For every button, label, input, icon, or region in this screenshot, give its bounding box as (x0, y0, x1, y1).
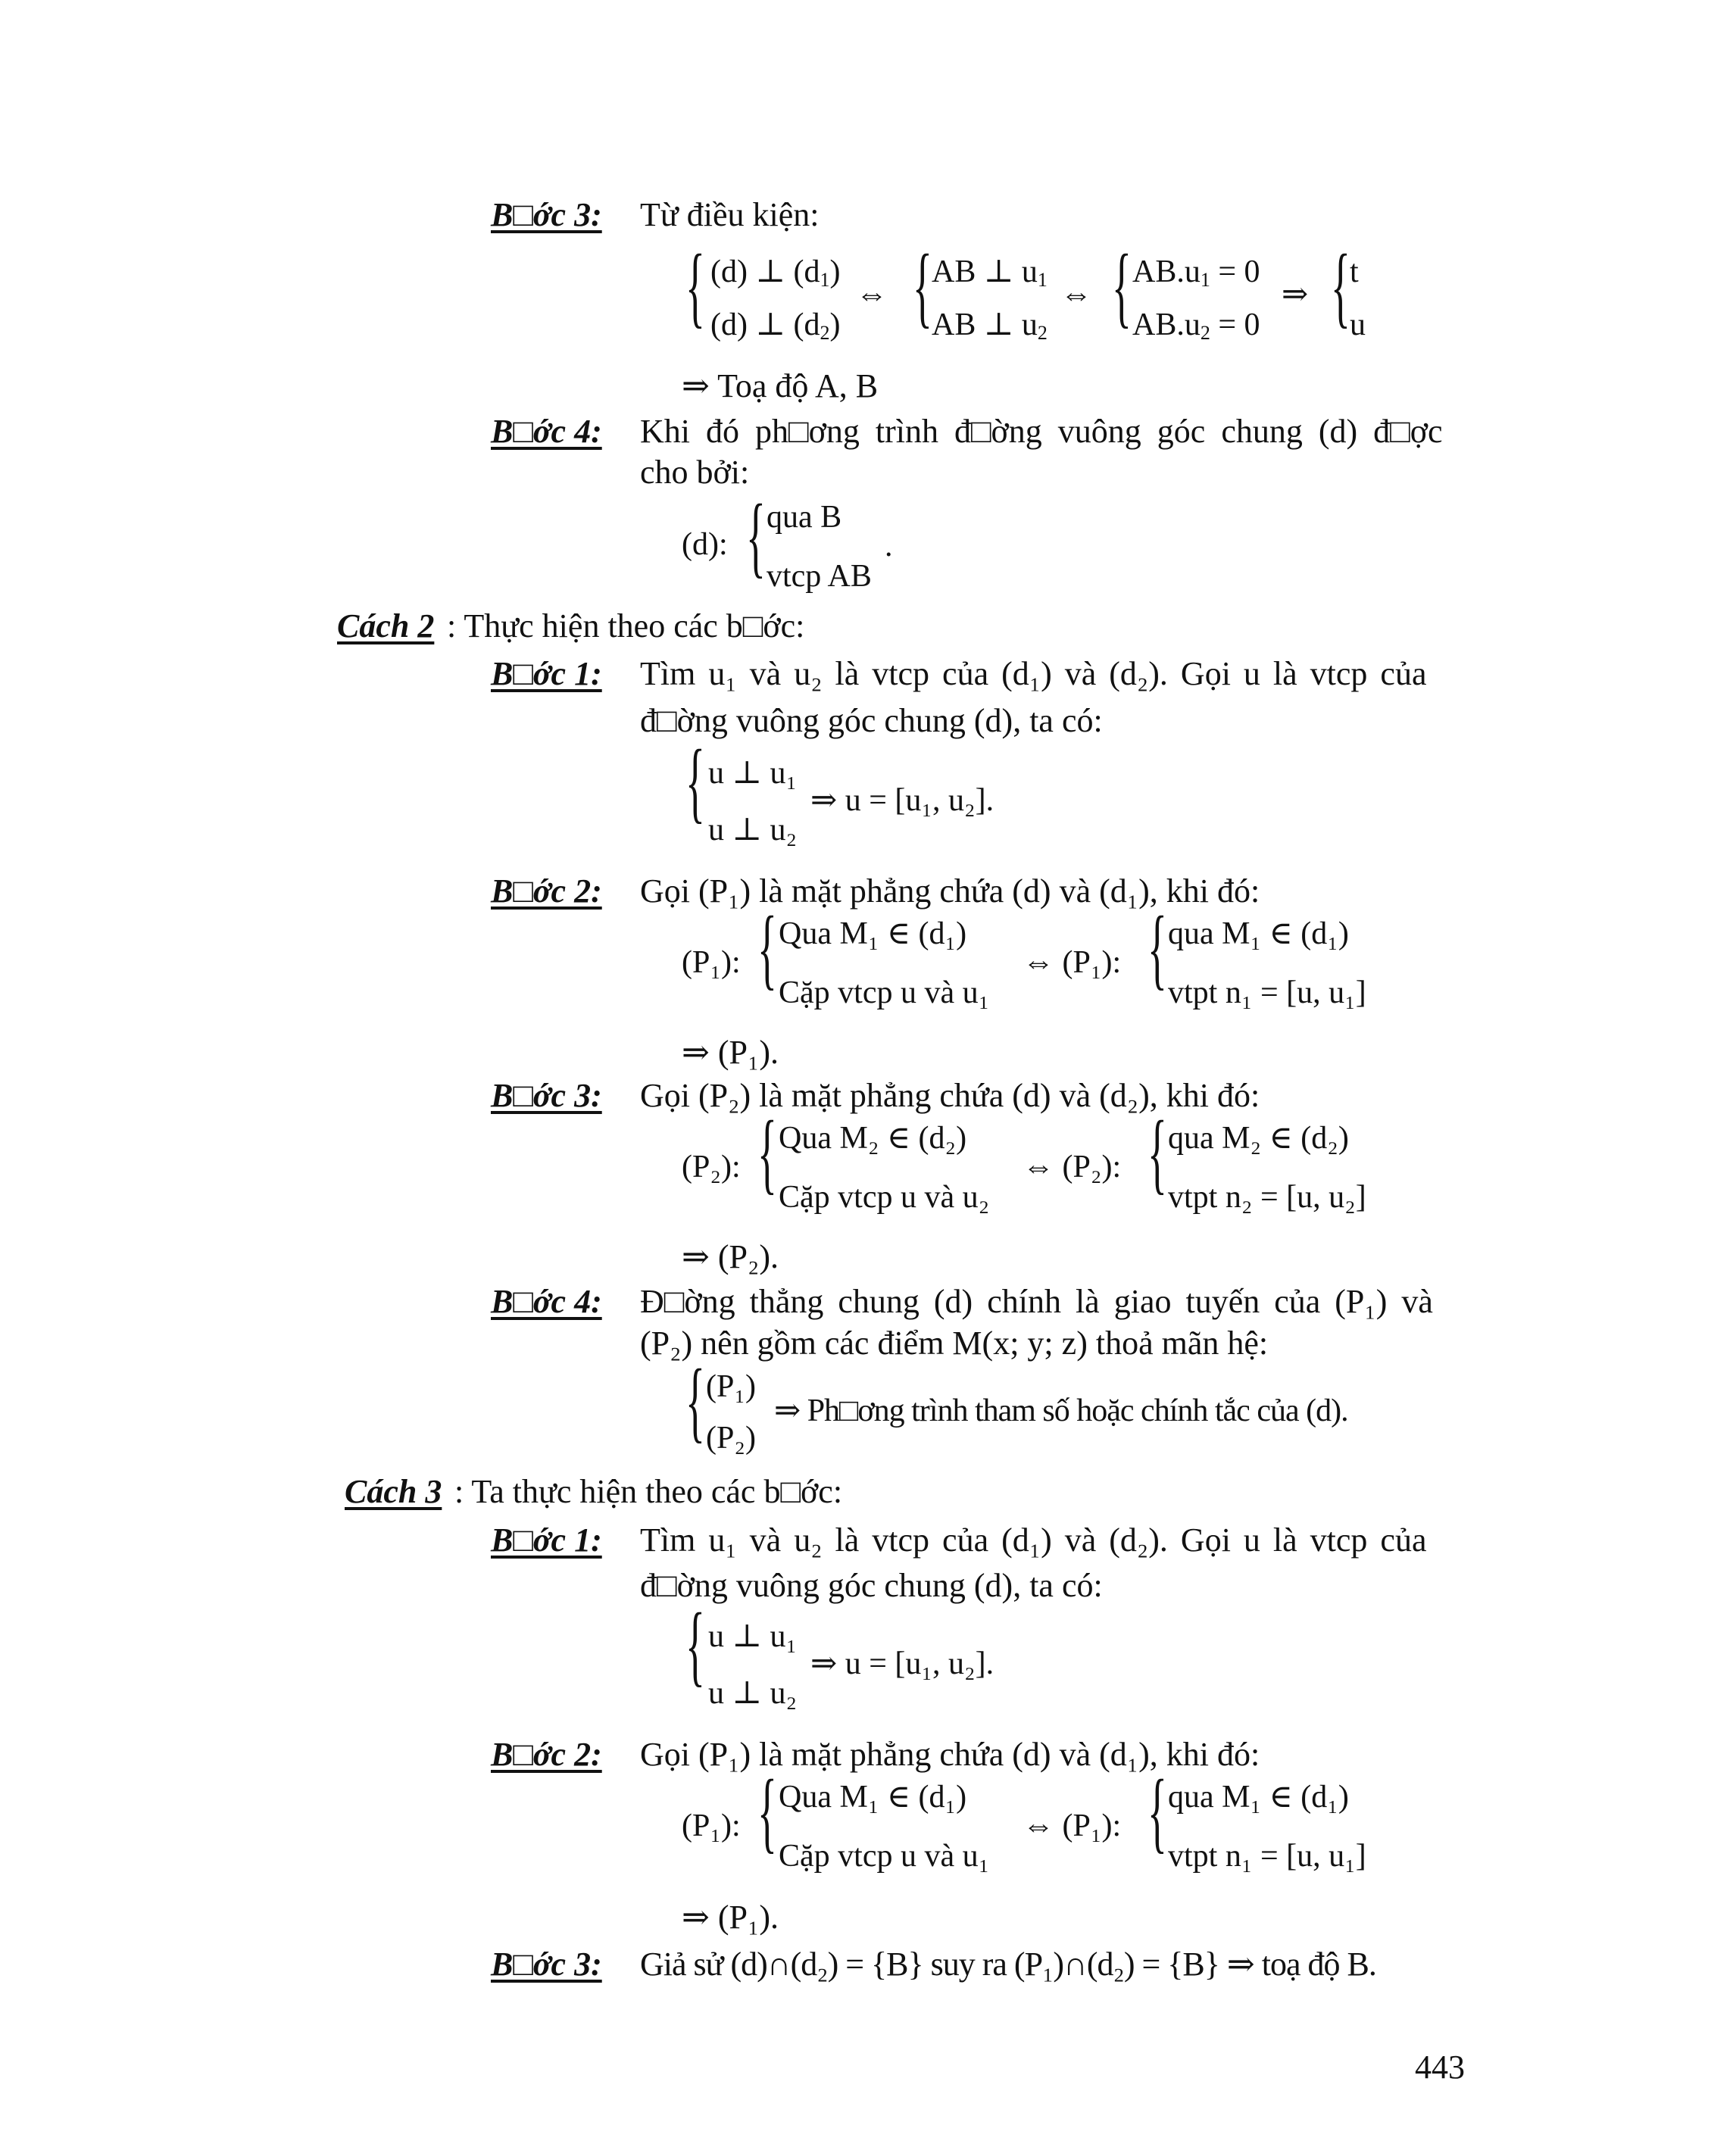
plane-label: (P₂): (682, 1150, 741, 1184)
step-3-label: B□ớc 3: (491, 1946, 602, 1983)
plane-qua: Qua M₂ ∈ (d₂) (779, 1121, 967, 1156)
perp-row1: u ⊥ u₁ (708, 756, 798, 791)
step-2-label: B□ớc 2: (491, 1736, 602, 1773)
implies-symbol: ⇒ (1282, 277, 1309, 312)
brace: { (685, 731, 705, 832)
step-3-result: ⇒ (P₂). (682, 1238, 779, 1275)
step-1-label: B□ớc 1: (491, 1521, 602, 1559)
brace: { (1147, 1761, 1167, 1861)
perp-row2: u ⊥ u₂ (708, 1676, 798, 1711)
cach-2-intro: : Thực hiện theo các b□ớc: (447, 607, 805, 644)
plane-vtpt: vtpt n₁ = [u, u₁] (1168, 975, 1366, 1010)
period: . (885, 529, 893, 563)
d-label: (d): (682, 527, 728, 562)
step-3-label: B□ớc 3: (491, 196, 602, 233)
plane-vtcp: Cặp vtcp u và u₂ (779, 1180, 990, 1215)
step-4-label: B□ớc 4: (491, 413, 602, 450)
sys3-row2: $AB.u_2 = 0$ (1132, 307, 1260, 344)
sys-p-row2: (P₂) (706, 1421, 756, 1456)
brace: { (685, 236, 705, 336)
step-4-text-2: (P₂) nên gồm các điểm M(x; y; z) thoả mãn hệ: (640, 1325, 1269, 1362)
brace: { (913, 236, 932, 336)
equivalent-symbol: ⇔ (1060, 277, 1092, 312)
step-1-text: Tìm u₁ và u₂ là vtcp của (d₁) và (d₂). Gọi u là vtcp của (640, 1521, 1427, 1559)
sys-p-row1: (P₁) (706, 1369, 756, 1404)
cach-3-intro: : Ta thực hiện theo các b□ớc: (454, 1473, 843, 1510)
coords-line: ⇒ Toạ độ A, B (682, 367, 879, 404)
step-2-result: ⇒ (P₁). (682, 1899, 779, 1936)
step-3-text: Giả sử (d)∩(d₂) = {B} suy ra (P₁)∩(d₂) = {B} ⇒ toạ độ B. (640, 1946, 1376, 1983)
perp-row1: u ⊥ u₁ (708, 1619, 798, 1654)
cach-3-label: Cách 3 (345, 1473, 442, 1510)
brace: { (1112, 236, 1132, 336)
sys3-row1: $AB.u_1 = 0$ (1132, 254, 1260, 291)
perp-result: ⇒ u = [u₁, u₂]. (810, 783, 994, 818)
plane-vtcp: Cặp vtcp u và u₁ (779, 1839, 990, 1874)
brace: { (1147, 897, 1167, 998)
step-1-text-2: đ□ờng vuông góc chung (d), ta có: (640, 702, 1103, 739)
sys-p-result: ⇒ Ph□ơng trình tham số hoặc chính tắc của (d). (774, 1393, 1348, 1428)
step-3-text: Gọi (P₂) là mặt phẳng chứa (d) và (d₂), khi đó: (640, 1077, 1260, 1114)
sys2-row1: AB ⊥ $u_1$ (932, 254, 1048, 291)
result-u: u (1350, 307, 1366, 342)
step-1-label: B□ớc 1: (491, 655, 602, 692)
step-2-text: Gọi (P₁) là mặt phẳng chứa (d) và (d₁), khi đó: (640, 872, 1260, 910)
plane-qua: Qua M₁ ∈ (d₁) (779, 1780, 967, 1815)
vtcp-ab: vtcp AB (767, 559, 872, 594)
step-2-result: ⇒ (P₁). (682, 1034, 779, 1071)
brace: { (1331, 236, 1350, 336)
brace: { (757, 897, 777, 998)
plane-qua: Qua M₁ ∈ (d₁) (779, 916, 967, 951)
perp-row2: u ⊥ u₂ (708, 813, 798, 847)
step-4-text: Đ□ờng thẳng chung (d) chính là giao tuyến của (P₁) và (640, 1283, 1433, 1320)
brace: { (1147, 1102, 1167, 1203)
plane-vtpt: vtpt n₂ = [u, u₂] (1168, 1180, 1366, 1215)
plane-vtpt: vtpt n₁ = [u, u₁] (1168, 1839, 1366, 1874)
plane-qua-2: qua M₁ ∈ (d₁) (1168, 916, 1349, 951)
step-1-text-2: đ□ờng vuông góc chung (d), ta có: (640, 1567, 1103, 1604)
qua-b: qua B (767, 500, 842, 535)
plane-qua-2: qua M₁ ∈ (d₁) (1168, 1780, 1349, 1815)
brace: { (757, 1761, 777, 1861)
sys1-row1: (d) ⊥ $(d_1)$ (710, 254, 841, 291)
equivalent-symbol: ⇔ (856, 277, 888, 312)
step-3-label: B□ớc 3: (491, 1077, 602, 1114)
plane-vtcp: Cặp vtcp u và u₁ (779, 975, 990, 1010)
step-1-text: Tìm u₁ và u₂ là vtcp của (d₁) và (d₂). Gọi u là vtcp của (640, 655, 1427, 692)
step-4-text: Khi đó ph□ơng trình đ□ờng vuông góc chung (d) đ□ợc (640, 413, 1443, 450)
brace: { (685, 1594, 705, 1695)
perp-result: ⇒ u = [u₁, u₂]. (810, 1646, 994, 1681)
brace: { (757, 1102, 777, 1203)
sys1-row2: (d) ⊥ $(d_2)$ (710, 307, 841, 344)
step-2-label: B□ớc 2: (491, 872, 602, 910)
step-2-text: Gọi (P₁) là mặt phẳng chứa (d) và (d₁), khi đó: (640, 1736, 1260, 1773)
cach-2-label: Cách 2 (337, 607, 435, 644)
step-4-text-2: cho bởi: (640, 454, 750, 491)
plane-equiv: ⇔ (P₁): (1023, 1808, 1122, 1843)
step-3-text: Từ điều kiện: (640, 196, 820, 233)
plane-equiv: ⇔ (P₁): (1023, 945, 1122, 980)
plane-label: (P₁): (682, 1808, 741, 1843)
result-t: t (1350, 254, 1359, 289)
page-number: 443 (1415, 2049, 1465, 2086)
step-4-label: B□ớc 4: (491, 1283, 602, 1320)
plane-equiv: ⇔ (P₂): (1023, 1150, 1122, 1184)
brace: { (746, 485, 766, 586)
brace: { (685, 1350, 705, 1451)
sys2-row2: AB ⊥ $u_2$ (932, 307, 1048, 344)
plane-qua-2: qua M₂ ∈ (d₂) (1168, 1121, 1349, 1156)
plane-label: (P₁): (682, 945, 741, 980)
